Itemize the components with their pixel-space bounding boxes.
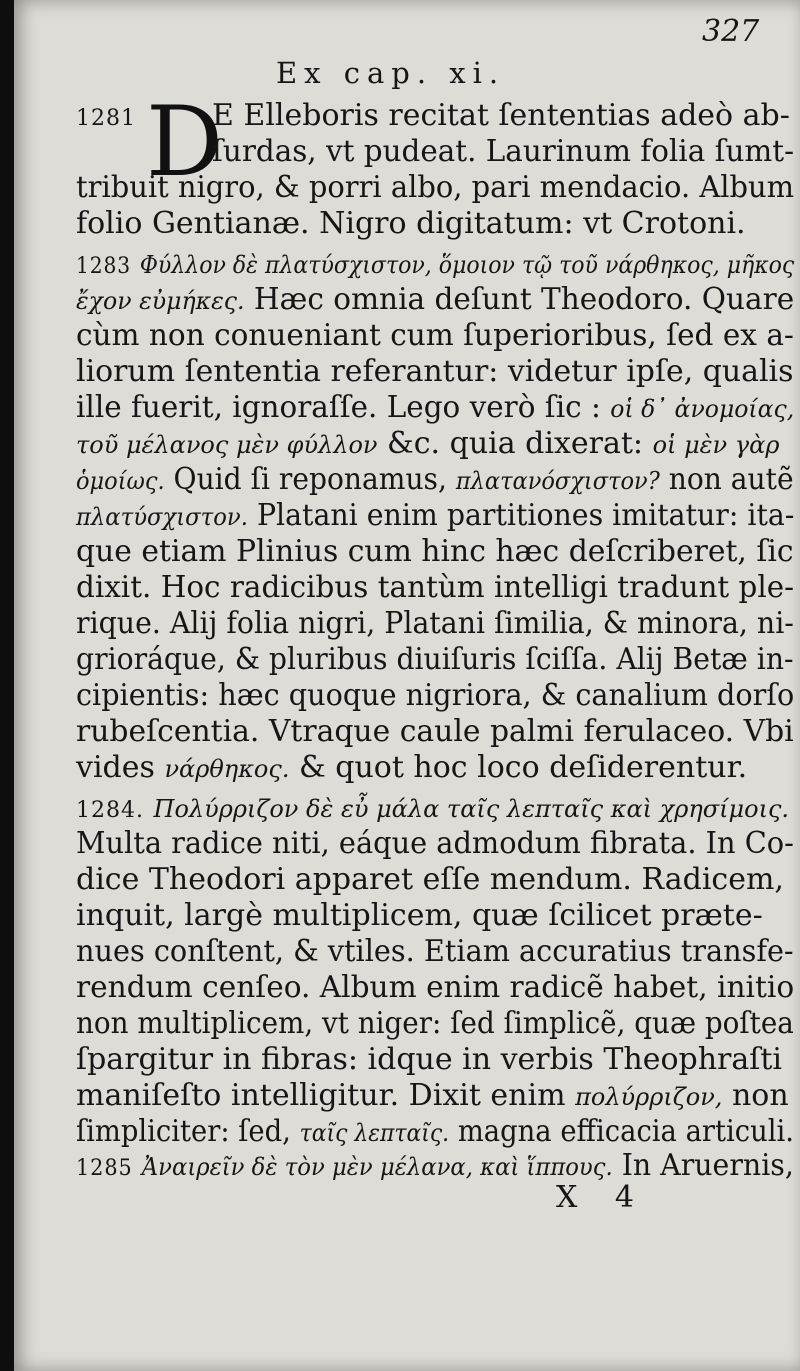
latin-text: Hæc omnia deſunt Theodoro. Quare	[253, 282, 795, 317]
greek-quotation: πολύρριζον,	[575, 1083, 723, 1111]
paragraph-number: 1283	[76, 254, 132, 279]
text-line: ſurdas, vt pudeat. Laurinum folia ſumt-	[212, 134, 795, 169]
paragraph-number: 1285	[76, 1156, 133, 1181]
text-line	[76, 282, 794, 319]
greek-quotation: Πολύρριζον δὲ εὖ μάλα ταῖς λεπταῖς καὶ χρησίμοις.	[153, 795, 790, 823]
text-line: rique. Alij folia nigri, Platani ſimilia, & minora, ni-	[76, 606, 794, 641]
latin-text: &c. quia dixerat:	[387, 426, 644, 461]
drop-capital: D	[146, 86, 223, 198]
text-line	[76, 390, 794, 427]
text-line: non multiplicem, vt niger: ſed ſimplicẽ, quæ poſtea	[76, 1006, 794, 1041]
text-line-1	[76, 98, 136, 137]
text-line: cùm non conueniant cum ſuperioribus, ſed ex a-	[76, 318, 794, 353]
text-line	[76, 1078, 789, 1115]
latin-text: Quid ſi reponamus,	[173, 462, 447, 497]
text-line	[76, 1114, 794, 1151]
paragraph-number: 1281	[76, 106, 136, 131]
greek-quotation: οἱ δ᾽ ἀνομοίας,	[610, 395, 795, 423]
latin-text: & quot hoc loco deſiderentur.	[299, 750, 748, 785]
paragraph-number: 1284.	[76, 798, 144, 823]
text-line: Multa radice niti, eáque admodum fibrata. In Co-	[76, 826, 794, 861]
greek-quotation: πλατύσχιστον.	[76, 503, 248, 531]
text-line: nues conſtent, & vtiles. Etiam accuratius transfe-	[76, 934, 794, 969]
text-line: que etiam Plinius cum hinc hæc deſcriberet, ſic	[76, 534, 794, 569]
book-page	[14, 0, 800, 1371]
text-line: cipientis: hæc quoque nigriora, & canalium dorſo	[76, 678, 795, 713]
running-head: Ex cap. xi.	[276, 56, 506, 90]
greek-quotation: νάρθηκος.	[164, 755, 290, 783]
text-line	[76, 462, 794, 499]
text-line: grioráque, & pluribus diuiſuris ſciſſa. Alij Betæ in-	[76, 642, 794, 677]
text-line: folio Gentianæ. Nigro digitatum: vt Crotoni.	[76, 206, 746, 241]
text-line: dice Theodori apparet eſſe mendum. Radicem,	[76, 862, 784, 897]
latin-text: ille fuerit, ignoraſſe. Lego verò ſic :	[76, 390, 601, 425]
latin-text: vides	[76, 750, 155, 785]
greek-quotation: ἔχον εὐμήκες.	[76, 287, 245, 315]
text-line: rendum cenſeo. Album enim radicẽ habet, initio	[76, 970, 795, 1005]
signature-mark: X 4	[556, 1180, 648, 1215]
text-line	[76, 426, 779, 463]
latin-text: In Aruernis,	[621, 1148, 794, 1183]
text-line: dixit. Hoc radicibus tantùm intelligi tradunt ple-	[76, 570, 795, 605]
text-line: E Elleboris recitat ſententias adeò ab-	[212, 98, 790, 133]
text-line	[76, 1148, 794, 1187]
greek-quotation: τοῦ μέλανος μὲν φύλλον	[76, 431, 378, 459]
latin-text: ſimpliciter: ſed,	[76, 1114, 291, 1149]
text-line	[76, 246, 794, 285]
text-line	[76, 790, 789, 829]
greek-quotation: ὁμοίως.	[76, 467, 165, 495]
latin-text: magna efficacia articuli.	[457, 1114, 794, 1149]
latin-text: Platani enim partitiones imitatur: ita-	[256, 498, 795, 533]
greek-quotation: οἱ μὲν γὰρ	[652, 431, 780, 459]
text-line: rubeſcentia. Vtraque caule palmi ferulaceo. Vbi	[76, 714, 794, 749]
text-line: ſpargitur in fibras: idque in verbis Theophraſti	[76, 1042, 783, 1077]
page-number: 327	[702, 14, 760, 49]
text-line: liorum ſententia referantur: videtur ipſe, qualis	[76, 354, 794, 389]
text-line: inquit, largè multiplicem, quæ ſcilicet præte-	[76, 898, 763, 933]
latin-text: non autẽ	[668, 462, 794, 497]
greek-quotation: ταῖς λεπταῖς.	[299, 1119, 450, 1147]
text-line: tribuit nigro, & porri albo, pari mendacio. Album	[76, 170, 795, 205]
text-line	[76, 750, 747, 787]
latin-text: maniſeſto intelligitur. Dixit enim	[76, 1078, 566, 1113]
text-line	[76, 498, 794, 535]
greek-quotation: Ἀναιρεῖν δὲ τὸν μὲν μέλανα, καὶ ἵππους.	[141, 1153, 613, 1181]
latin-text: non	[731, 1078, 789, 1113]
greek-quotation: Φύλλον δὲ πλατύσχιστον, ὅμοιον τῷ τοῦ νάρθηκος, μῆκος	[139, 251, 795, 279]
greek-quotation: πλατανόσχιστον?	[455, 467, 660, 495]
